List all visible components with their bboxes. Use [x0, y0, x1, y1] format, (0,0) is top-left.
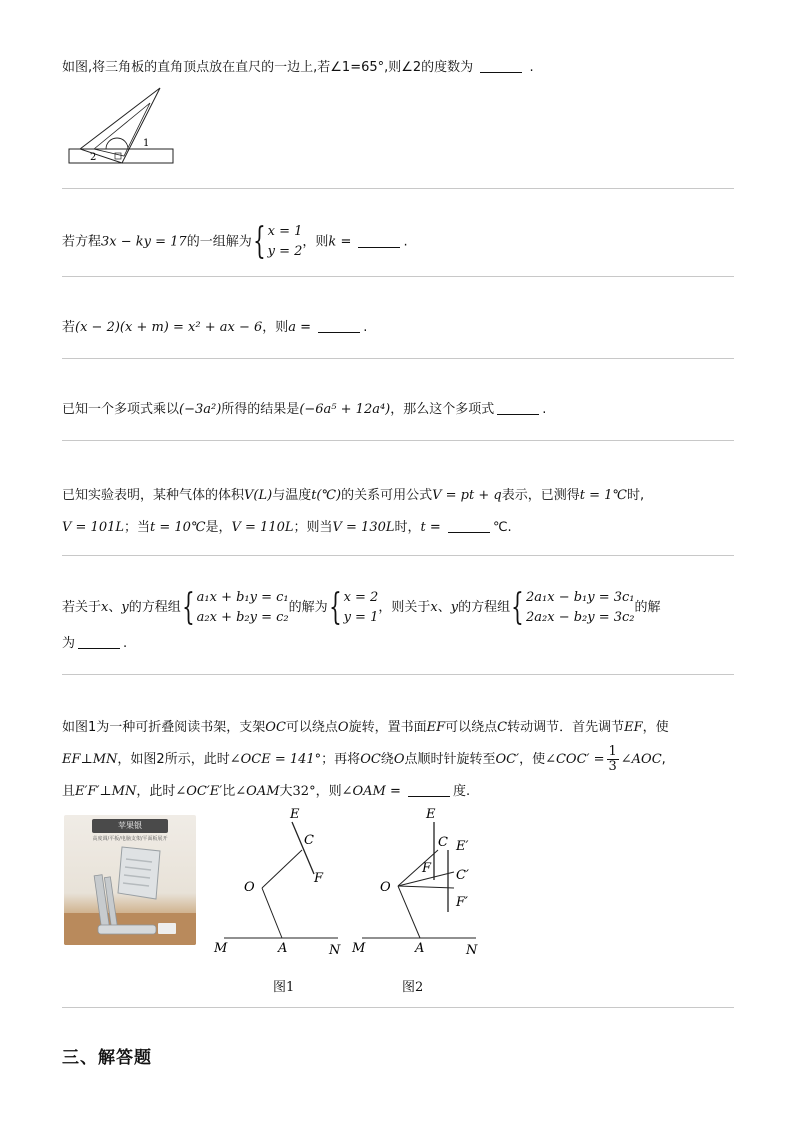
photo-title: 苹果银 [92, 819, 168, 833]
divider [62, 1007, 734, 1008]
q7-fraction [607, 745, 619, 774]
q7-text: 可以绕点 [285, 720, 338, 735]
q5-text: ；则当 [293, 520, 333, 535]
q7-text: 且 [62, 784, 76, 799]
q6-system-3: { 2a₁x − b₁y = 3c₁ 2a₂x − b₂y = 3c₂ [511, 587, 635, 628]
q7-ef: EF [426, 720, 446, 735]
q7-text: ；再将 [321, 752, 361, 767]
q5-eqsign: = [425, 520, 445, 535]
book-stand-photo [64, 815, 196, 945]
q2-answer-blank[interactable] [358, 234, 400, 248]
q6-text: 若关于 [62, 600, 102, 615]
fig1-label-F: F [314, 871, 324, 886]
q7-text: 点顺时针旋转至 [404, 752, 496, 767]
question-1 [62, 56, 734, 80]
q2-end: . [403, 234, 408, 250]
q7-text: ，此时 [136, 784, 176, 799]
fig2-label-C: C [438, 835, 448, 850]
fig2-label-F: F [422, 861, 432, 876]
q1-angle-2-label: 2 [90, 152, 97, 163]
q6-text: 的解为 [288, 600, 328, 615]
q7-c: C [497, 720, 508, 735]
q7-eqsign: = [385, 784, 406, 799]
q5-text: 时, [626, 488, 645, 503]
fig1-label-O: O [244, 880, 255, 895]
divider [62, 276, 734, 277]
q4-end: . [542, 402, 547, 417]
q5-t: t(℃) [311, 488, 342, 503]
q5-t1: t = 1℃ [579, 488, 627, 503]
q3-equation: (x − 2)(x + m) = x² + ax − 6 [75, 320, 263, 335]
fig1-label-M: M [214, 941, 228, 956]
q6-sep: 、 [108, 600, 122, 615]
divider [62, 440, 734, 441]
q7-frac-num: 1 [608, 744, 617, 759]
q3-post: ，则 [262, 320, 289, 335]
q7-o: O [337, 720, 349, 735]
q1-text: 如图,将三角板的直角顶点放在直尺的一边上,若∠1=65°,则∠2的度数为 [62, 60, 474, 75]
q5-text: 的关系可用公式 [341, 488, 433, 503]
q7-angle-oce-prime: ∠OC′E′ [175, 784, 223, 799]
q5-v1: V = 101L [62, 520, 124, 535]
figure-1-caption: 图1 [273, 980, 295, 995]
fig1-label-N: N [329, 943, 341, 958]
divider [62, 555, 734, 556]
q7-angle-coc: ∠COC′ = [545, 752, 605, 767]
fig2-label-C-prime: C′ [456, 868, 469, 883]
q5-text: 是， [205, 520, 232, 535]
q7-degrees: 32° [292, 784, 316, 799]
q7-perp: EF⊥MN [62, 752, 118, 767]
q2-sys-line-2: y = 2 [267, 244, 303, 259]
q2-eqsign: = [336, 234, 356, 250]
q3-pre: 若 [62, 320, 76, 335]
figure-2-caption: 图2 [402, 980, 424, 995]
q7-text: 大 [279, 784, 293, 799]
fig2-label-E: E [426, 807, 436, 822]
q5-text: 表示，已测得 [501, 488, 580, 503]
q6-text: 的方程组 [458, 600, 511, 615]
q7-angle-oam: ∠OAM [341, 784, 386, 799]
q4-result: (−6a⁵ + 12a⁴) [299, 402, 391, 417]
question-2 [62, 222, 734, 262]
fig2-label-M: M [352, 941, 366, 956]
q2-post: ，则 [302, 234, 329, 250]
q3-answer-blank[interactable] [318, 319, 360, 333]
q2-k: k [328, 234, 337, 250]
divider [62, 358, 734, 359]
q6-sep: 、 [437, 600, 451, 615]
q2-system: { x = 1 y = 2 [252, 221, 303, 262]
q6-sys2-line1: x = 2 [343, 590, 379, 605]
fig2-label-N: N [466, 943, 478, 958]
q7-text: 旋转，置书面 [348, 720, 427, 735]
photo-subtitle: 高度调/平板/电脑支架/平面板展开 [92, 836, 168, 842]
q7-angle-oam: ∠OAM [235, 784, 280, 799]
question-6 [62, 588, 734, 656]
q7-angle-oce: ∠OCE = 141° [229, 752, 322, 767]
q6-sys1-line1: a₁x + b₁y = c₁ [196, 590, 289, 605]
q5-text: ；当 [124, 520, 151, 535]
q5-v3: V = 130L [332, 520, 395, 535]
q1-end: . [529, 60, 534, 75]
q1-triangle-ruler-figure [66, 86, 178, 166]
q2-equation: 3x − ky = 17 [101, 234, 187, 250]
q4-post: ，那么这个多项式 [390, 402, 495, 417]
q5-formula: V = pt + q [432, 488, 502, 503]
q7-end: 度. [453, 784, 471, 799]
q7-text: 转动调节．首先调节 [507, 720, 625, 735]
q6-text: ，则关于 [378, 600, 431, 615]
divider [62, 188, 734, 189]
fig2-label-E-prime: E′ [456, 839, 469, 854]
fig2-label-F-prime: F′ [456, 895, 468, 910]
q7-text: ，如图2所示，此时 [117, 752, 230, 767]
q6-y: y [121, 600, 129, 615]
q2-pre: 若方程 [62, 234, 102, 250]
q7-text: 比 [222, 784, 236, 799]
q5-v2: V = 110L [231, 520, 294, 535]
fig2-label-O: O [380, 880, 391, 895]
q6-system-2: { x = 2 y = 1 [328, 587, 379, 628]
q6-sys3-line1: 2a₁x − b₁y = 3c₁ [526, 590, 635, 605]
q3-end: . [363, 320, 368, 335]
fig1-label-E: E [290, 807, 300, 822]
q2-sys-line-1: x = 1 [267, 224, 303, 239]
q6-end: . [123, 636, 128, 651]
q7-perp2: E′F′⊥MN [75, 784, 137, 799]
q7-oc: OC [360, 752, 381, 767]
q7-text: 可以绕点 [445, 720, 498, 735]
fig1-label-C: C [304, 833, 314, 848]
q6-y: y [450, 600, 459, 615]
q5-v: V(L) [244, 488, 273, 503]
q7-text: 如图1为一种可折叠阅读书架，支架 [62, 720, 266, 735]
q4-answer-blank[interactable] [497, 401, 539, 415]
q1-angle-1-label: 1 [143, 138, 150, 149]
q6-text: 的方程组 [128, 600, 181, 615]
q4-pre: 已知一个多项式乘以 [62, 402, 180, 417]
q7-answer-blank[interactable] [408, 783, 450, 797]
q7-text: 绕 [380, 752, 394, 767]
q7-angle-aoc: ∠AOC [620, 752, 662, 767]
q5-t3: t [420, 520, 426, 535]
q3-a: a [288, 320, 297, 335]
q6-text: 为 [62, 636, 76, 651]
q7-o: O [393, 752, 405, 767]
q5-text: 与温度 [272, 488, 312, 503]
q5-text: 时， [394, 520, 421, 535]
question-3 [62, 316, 734, 340]
q7-text: ，则 [315, 784, 342, 799]
fig1-label-A: A [278, 941, 288, 956]
q5-answer-blank[interactable] [448, 519, 490, 533]
q6-answer-blank[interactable] [78, 635, 120, 649]
figure-1 [210, 800, 350, 960]
q4-factor: (−3a²) [179, 402, 222, 417]
section-heading: 三、解答题 [62, 1048, 152, 1068]
figure-2 [350, 800, 490, 960]
question-7: 如图1为一种可折叠阅读书架，支架OC可以绕点O旋转，置书面EF可以绕点C转动调节．首先调节EF，使 EF⊥MN，如图2所示，此时∠OCE = 141°；再将OC绕O点顺时针旋转至OC′，使∠COC′ = $\frac{1}{3}$ ∠AOC, 且E′F′⊥MN，此时∠OC′E′比∠OAM大32°，则∠OAM = 度. [62, 720, 669, 799]
divider [62, 674, 734, 675]
q7-text: ，使 [642, 720, 669, 735]
q7-ocp: OC′ [495, 752, 520, 767]
q7-text: ，使 [519, 752, 546, 767]
q7-ef: EF [624, 720, 643, 735]
q6-x: x [101, 600, 109, 615]
q6-system-1: { a₁x + b₁y = c₁ a₂x + b₂y = c₂ [181, 587, 289, 628]
q7-frac-den: 3 [608, 759, 617, 774]
q5-t2: t = 10℃ [150, 520, 206, 535]
q2-mid: 的一组解为 [186, 234, 252, 250]
book-stand-drawing [64, 815, 196, 945]
fig2-label-A: A [415, 941, 425, 956]
q1-answer-blank[interactable] [480, 59, 522, 73]
q6-sys1-line2: a₂x + b₂y = c₂ [196, 610, 289, 625]
q6-x: x [430, 600, 438, 615]
q4-mid: 所得的结果是 [221, 402, 300, 417]
q7-oc: OC [265, 720, 286, 735]
q6-sys2-line2: y = 1 [343, 610, 379, 625]
q6-text: 的解 [634, 600, 661, 615]
q5-unit: ℃. [492, 520, 512, 535]
q6-sys3-line2: 2a₂x − b₂y = 3c₂ [526, 610, 635, 625]
question-5 [62, 480, 734, 544]
q5-text: 已知实验表明，某种气体的体积 [62, 488, 245, 503]
question-4 [62, 398, 734, 422]
q3-eqsign: = [296, 320, 316, 335]
